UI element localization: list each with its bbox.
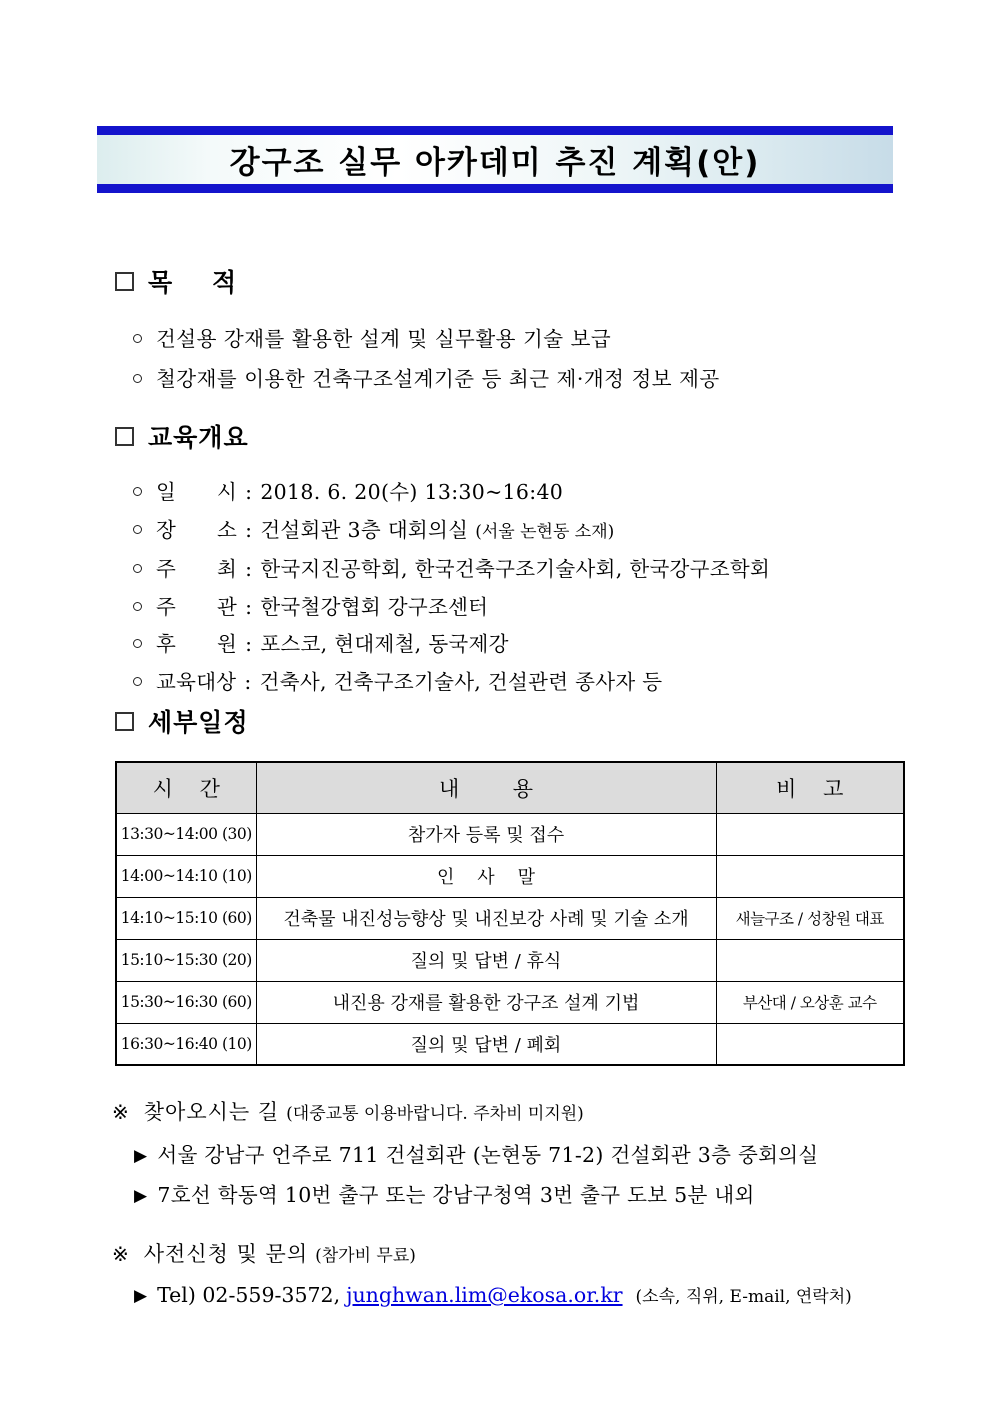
time-cell: 15:10~15:30 (20) xyxy=(116,939,256,981)
application-title: 사전신청 및 문의 xyxy=(143,1242,309,1266)
content-cell: 질의 및 답변 / 휴식 xyxy=(256,939,716,981)
reference-mark-icon: ※ xyxy=(112,1100,130,1124)
colon: : xyxy=(244,669,252,694)
col-header-note: 비 고 xyxy=(716,762,904,813)
overview-list xyxy=(115,474,915,701)
directions-note xyxy=(112,1096,942,1216)
table-row xyxy=(116,855,904,897)
arrow-bullet-icon: ▶ xyxy=(134,1186,148,1206)
banner-body xyxy=(97,135,893,184)
list-item xyxy=(115,474,915,512)
table-header-row xyxy=(116,762,904,813)
colon: : xyxy=(245,517,253,542)
overview-item-value: 한국철강협회 강구조센터 xyxy=(260,594,489,619)
time-cell: 14:10~15:10 (60) xyxy=(116,897,256,939)
overview-heading-label: 교육개요 xyxy=(148,423,249,452)
content-cell: 질의 및 답변 / 폐회 xyxy=(256,1023,716,1065)
content-cell: 건축물 내진성능향상 및 내진보강 사례 및 기술 소개 xyxy=(256,897,716,939)
purpose-item-text: 건설용 강재를 활용한 설계 및 실무활용 기술 보급 xyxy=(156,327,612,351)
table-row xyxy=(116,897,904,939)
application-title-row xyxy=(112,1238,942,1268)
overview-item-label: 주 최 xyxy=(156,557,238,581)
overview-item-label: 일 시 xyxy=(156,480,238,504)
section-purpose xyxy=(115,263,905,399)
email-note: (소속, 직위, E-mail, 연락처) xyxy=(635,1287,852,1307)
circle-bullet-icon xyxy=(133,677,142,686)
note-cell xyxy=(716,813,904,855)
arrow-bullet-icon: ▶ xyxy=(134,1286,148,1306)
square-bullet-icon xyxy=(115,427,134,446)
purpose-list xyxy=(115,319,905,399)
time-cell: 13:30~14:00 (30) xyxy=(116,813,256,855)
purpose-item-text: 철강재를 이용한 건축구조설계기준 등 최근 제·개정 정보 제공 xyxy=(156,367,720,391)
circle-bullet-icon xyxy=(133,564,142,573)
contact-line xyxy=(134,1282,942,1307)
purpose-heading-label: 목 적 xyxy=(148,268,238,297)
arrow-bullet-icon: ▶ xyxy=(134,1146,148,1166)
note-cell: 새늘구조 / 성창원 대표 xyxy=(716,897,904,939)
overview-item-label: 후 원 xyxy=(156,632,238,656)
note-cell xyxy=(716,939,904,981)
circle-bullet-icon xyxy=(133,374,142,383)
reference-mark-icon: ※ xyxy=(112,1242,130,1266)
overview-item-value: 건설회관 3층 대회의실 xyxy=(260,517,469,542)
overview-item-label: 교육대상 xyxy=(156,669,237,694)
purpose-heading xyxy=(115,263,905,299)
content-cell: 내진용 강재를 활용한 강구조 설계 기법 xyxy=(256,981,716,1023)
banner-top-bar xyxy=(97,126,893,135)
schedule-heading-label: 세부일정 xyxy=(148,708,249,737)
circle-bullet-icon xyxy=(133,525,142,534)
circle-bullet-icon xyxy=(133,602,142,611)
title-banner xyxy=(97,126,893,193)
colon: : xyxy=(245,557,253,581)
list-item xyxy=(134,1136,942,1176)
colon: : xyxy=(245,632,253,656)
note-cell: 부산대 / 오상훈 교수 xyxy=(716,981,904,1023)
circle-bullet-icon xyxy=(133,334,142,343)
directions-title: 찾아오시는 길 xyxy=(143,1100,280,1124)
table-row xyxy=(116,939,904,981)
col-header-content: 내 용 xyxy=(256,762,716,813)
overview-item-value: 건축사, 건축구조기술사, 건설관련 종사자 등 xyxy=(259,669,663,694)
table-row xyxy=(116,813,904,855)
square-bullet-icon xyxy=(115,712,134,731)
overview-item-label: 주 관 xyxy=(156,594,238,619)
directions-title-row xyxy=(112,1096,942,1126)
content-cell: 인 사 말 xyxy=(256,855,716,897)
overview-item-value: 포스코, 현대제철, 동국제강 xyxy=(260,632,509,656)
section-schedule xyxy=(115,703,905,1066)
list-item xyxy=(115,319,905,359)
directions-items xyxy=(134,1136,942,1216)
directions-item-text: 서울 강남구 언주로 711 건설회관 (논현동 71-2) 건설회관 3층 중회의실 xyxy=(157,1143,819,1167)
tel-number: Tel) 02-559-3572, xyxy=(157,1283,341,1307)
list-item xyxy=(115,359,905,399)
list-item xyxy=(115,664,915,702)
overview-item-value: 한국지진공학회, 한국건축구조기술사회, 한국강구조학회 xyxy=(260,557,771,581)
time-cell: 16:30~16:40 (10) xyxy=(116,1023,256,1065)
overview-item-value: 2018. 6. 20(수) 13:30~16:40 xyxy=(260,480,564,504)
application-title-note: (참가비 무료) xyxy=(315,1246,416,1266)
email-link[interactable]: junghwan.lim@ekosa.or.kr xyxy=(346,1283,623,1307)
list-item xyxy=(115,551,915,589)
colon: : xyxy=(245,594,253,619)
overview-item-label: 장 소 xyxy=(156,517,238,542)
page-title: 강구조 실무 아카데미 추진 계획(안) xyxy=(229,145,761,181)
directions-item-text: 7호선 학동역 10번 출구 또는 강남구청역 3번 출구 도보 5분 내외 xyxy=(157,1183,755,1207)
overview-heading xyxy=(115,418,915,454)
schedule-heading xyxy=(115,703,905,739)
list-item xyxy=(115,626,915,664)
table-row xyxy=(116,981,904,1023)
list-item xyxy=(115,512,915,552)
directions-title-note: (대중교통 이용바랍니다. 주차비 미지원) xyxy=(286,1104,584,1124)
table-row xyxy=(116,1023,904,1065)
note-cell xyxy=(716,1023,904,1065)
note-cell xyxy=(716,855,904,897)
list-item xyxy=(115,589,915,627)
circle-bullet-icon xyxy=(133,487,142,496)
section-overview xyxy=(115,418,915,701)
circle-bullet-icon xyxy=(133,639,142,648)
overview-item-note: (서울 논현동 소재) xyxy=(475,521,615,542)
col-header-time: 시 간 xyxy=(116,762,256,813)
square-bullet-icon xyxy=(115,272,134,291)
schedule-table xyxy=(115,761,905,1066)
application-note xyxy=(112,1238,942,1307)
banner-bottom-bar xyxy=(97,184,893,193)
list-item xyxy=(134,1176,942,1216)
time-cell: 14:00~14:10 (10) xyxy=(116,855,256,897)
time-cell: 15:30~16:30 (60) xyxy=(116,981,256,1023)
colon: : xyxy=(245,480,253,504)
content-cell: 참가자 등록 및 접수 xyxy=(256,813,716,855)
